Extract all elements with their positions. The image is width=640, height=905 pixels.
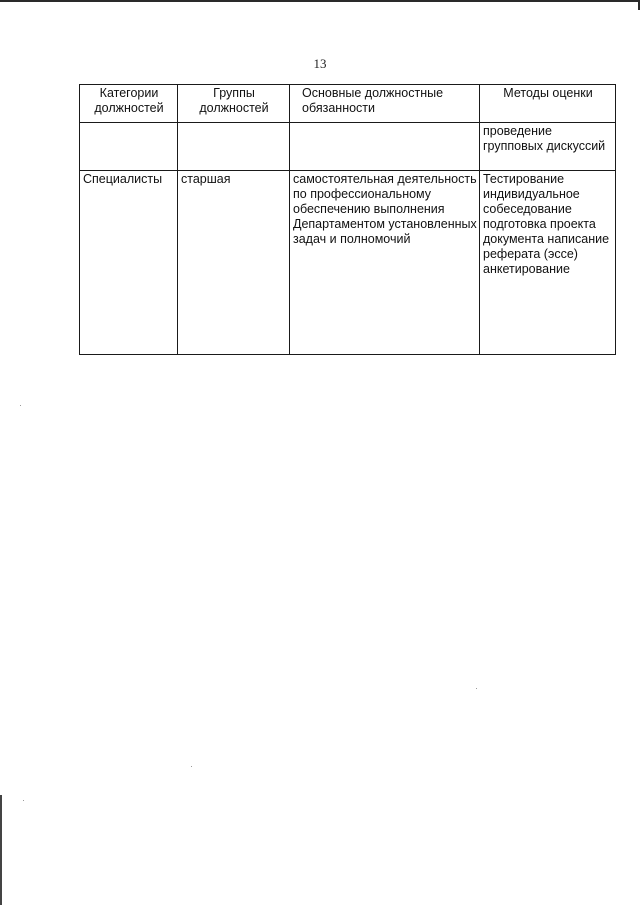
header-duties: Основные должностные обязанности	[290, 85, 480, 123]
scan-speck	[476, 688, 477, 689]
table-row	[80, 123, 616, 171]
page-number: 13	[313, 56, 327, 71]
table-row	[80, 171, 616, 355]
header-categories: Категории должностей	[80, 85, 178, 123]
cell-category	[80, 123, 178, 171]
scan-speck	[191, 766, 192, 767]
cell-group	[178, 123, 290, 171]
scan-edge-left	[0, 795, 2, 905]
cell-duties: самостоятельная деятельность по профессиональному обеспечению выполнения Департаментом установленных задач и полномочий	[290, 171, 480, 355]
cell-methods: проведение групповых дискуссий	[480, 123, 616, 171]
scan-speck	[20, 405, 21, 406]
cell-category: Специалисты	[80, 171, 178, 355]
scan-speck	[23, 800, 24, 801]
header-groups: Группы должностей	[178, 85, 290, 123]
cell-group: старшая	[178, 171, 290, 355]
header-methods: Методы оценки	[480, 85, 616, 123]
assessment-table	[79, 84, 616, 355]
table-header-row	[80, 85, 616, 123]
scan-edge-top	[0, 0, 640, 2]
cell-duties	[290, 123, 480, 171]
cell-methods: Тестирование индивидуальное собеседование подготовка проекта документа написание реферата (эссе) анкетирование	[480, 171, 616, 355]
